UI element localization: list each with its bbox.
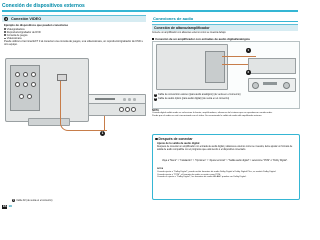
bullet-icon — [4, 34, 6, 36]
left-paragraph: Puede utilizar el terminal EXT 3 al conectar una consola de juegos, una videocámara, un reproductor/grabador de DVD u otro equipo. — [4, 40, 144, 47]
examples-list — [4, 24, 74, 40]
jack-icon — [125, 107, 130, 112]
jack-icon — [119, 107, 124, 112]
example-item: Videocámara — [4, 37, 74, 40]
tv-terminal-panel — [10, 65, 40, 111]
after-connecting-subtitle: Ajuste de la salida de audio digital — [157, 142, 200, 145]
tv-illustration — [156, 44, 228, 90]
menu-path: Vaya a "Menú" > "Instalación" > "Opciones" > "Ajuste terminal" > "Salida audio digital" > seleccione "PCM" o "Dolby Digital". — [162, 160, 288, 162]
page-number: 18 — [8, 204, 12, 208]
jack-icon — [23, 82, 28, 87]
right-intro-text: Conecte un amplificador con altavoces externo como se muestra debajo. — [152, 32, 227, 34]
cable-number-badge: 2 — [154, 98, 157, 100]
video-recorder-jacks — [88, 103, 146, 116]
callout-badge: 1 — [101, 131, 104, 135]
left-section-bar — [2, 15, 146, 22]
jack-icon — [23, 72, 28, 77]
callout-badge: 2 — [247, 70, 250, 74]
jack-icon — [131, 107, 136, 112]
knob-icon — [283, 82, 290, 89]
jack-icon — [31, 82, 36, 87]
jack-icon — [27, 94, 32, 99]
subsection-bar — [152, 24, 298, 31]
amplifier-rear-illustration — [248, 58, 296, 74]
bullet-icon — [152, 38, 154, 40]
left-cable-caption: 1 Cable AV (de venta en el comercio) — [13, 199, 53, 202]
cable-number-badge: 1 — [154, 94, 157, 96]
cable-list-item: 2 Cable de audio óptico (para audio digital) (de venta en el comercio) — [154, 97, 230, 100]
example-item: Reproductor/grabador de DVD — [4, 31, 74, 34]
example-item: Consola de juegos — [4, 34, 74, 37]
jack-icon — [15, 72, 20, 77]
knob-icon — [252, 82, 259, 89]
cable-list-item: 1 Cable de conversión estéreo (para audio analógico) (de venta en el comercio) — [154, 93, 241, 96]
bullet-icon — [4, 31, 6, 33]
subsection-title: Conexión de altavoz/amplificador — [154, 25, 210, 30]
analog-cable-line — [222, 56, 256, 57]
jack-icon — [15, 82, 20, 87]
note-block — [152, 109, 298, 118]
bullet-icon — [4, 28, 6, 30]
example-item: Videograbadora — [4, 28, 74, 31]
page-header-title: Conexión de dispositivos externos — [2, 3, 85, 9]
after-connecting-text: Después de conectar un amplificador con entrada de audio digital y altavoces externos como se muestra, debe ajustar un formato de salida de audio compatible con el programa que está viendo o el dispositivo conectado. — [157, 146, 293, 151]
button-icon — [128, 98, 131, 101]
page-footer — [2, 204, 12, 209]
connection-label: Conexión de un amplificador con entradas de audio digital/analógica — [152, 37, 250, 41]
left-section-title: Conexión VIDEO — [11, 16, 42, 21]
button-icon — [133, 98, 136, 101]
note-heading: NOTA — [157, 168, 164, 170]
amplifier-illustration — [248, 78, 296, 92]
right-section-title: Conexiones de audio — [153, 15, 194, 21]
amplifier-display — [263, 82, 277, 85]
section-number-badge: 4 — [5, 16, 7, 21]
header-rule — [2, 10, 298, 12]
tape-slot — [95, 98, 115, 100]
note-heading: NOTA — [152, 109, 159, 112]
caption-number-badge: 1 — [13, 199, 15, 202]
note-item: Cuando se ajusta a "Dolby Digital", los formatos de audio HE-AAC pueden ser Dolby Digital. — [157, 176, 247, 179]
examples-heading: Ejemplo de dispositivos que pueden conectarse — [4, 23, 69, 27]
note-item: Puede que el audio no esté sincronizado con el vídeo. Se recomienda la salida de audio del amplificador externo. — [152, 115, 262, 117]
jack-icon — [19, 94, 24, 99]
jack-icon — [31, 72, 36, 77]
language-tag: ES — [3, 205, 7, 208]
after-notes — [157, 168, 295, 179]
plug-icon — [57, 74, 67, 81]
cable-list — [154, 93, 296, 101]
right-section-header — [152, 15, 298, 22]
after-connecting-title: Después de conectar — [155, 137, 193, 141]
button-icon — [123, 98, 126, 101]
note-item: Cuando digital-salida audio se selecciona la fuente, amplificadores, altavoces del sistema que no reproduzcan sonido audio. — [152, 112, 273, 115]
callout-badge: 1 — [247, 48, 250, 52]
note-item: Cuando ajusta a "Dolby Digital", puede recibir formatos de audio Dolby Digital o Dolby Digital Plus, se emitirá Dolby Digital. — [157, 170, 277, 173]
note-item: Cuando ajusta a "PCM", el formato de audio se emite como PCM. — [157, 173, 221, 176]
bullet-icon — [155, 138, 158, 141]
